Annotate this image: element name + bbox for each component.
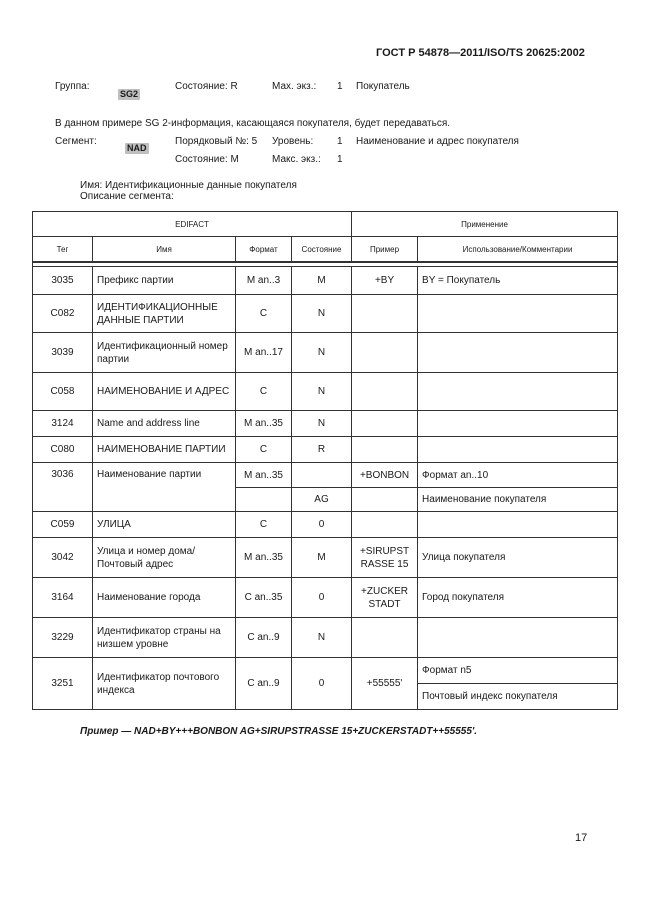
cell-tag: 3164 [33,578,93,618]
column-header: Имя [93,237,236,263]
cell-comment: Формат n5 [418,658,618,684]
segment-order: Порядковый №: 5 [175,136,258,147]
table-row [33,538,618,578]
cell-name: Наименование партии [93,463,236,512]
cell-format: C an..35 [236,578,292,618]
cell-example [352,512,418,538]
cell-example [352,333,418,373]
cell-example [352,618,418,658]
cell-name: Префикс партии [93,267,236,295]
table-row [33,437,618,463]
cell-format: C [236,437,292,463]
cell-comment [418,512,618,538]
cell-format: C [236,295,292,333]
cell-example: +BONBON [352,463,418,488]
cell-tag: C059 [33,512,93,538]
cell-format: M an..17 [236,333,292,373]
group-badge: SG2 [120,89,139,99]
cell-example [352,373,418,411]
example-line: Пример — NAD+BY+++BONBON AG+SIRUPSTRASSE 15+ZUCKERSTADT++55555'. [80,726,478,737]
cell-state: 0 [292,512,352,538]
table-row [33,512,618,538]
cell-tag: C082 [33,295,93,333]
cell-name: УЛИЦА [93,512,236,538]
cell-tag: C080 [33,437,93,463]
cell-name: Идентификатор страны на низшем уровне [93,618,236,658]
cell-comment: Почтовый индекс покупателя [418,684,618,710]
cell-example [352,437,418,463]
table-row [33,411,618,437]
segment-max-value: 1 [337,154,343,165]
cell-state: N [292,411,352,437]
cell-format [236,488,292,512]
segment-max-label: Макс. экз.: [272,154,321,165]
group-state: Состояние: R [175,81,238,92]
cell-format: C [236,512,292,538]
column-header: Состояние [292,237,352,263]
cell-state: N [292,373,352,411]
cell-tag: C058 [33,373,93,411]
segment-description-line: Описание сегмента: [80,191,174,202]
cell-tag: 3042 [33,538,93,578]
cell-comment: Город покупателя [418,578,618,618]
cell-format: M an..35 [236,538,292,578]
cell-state: M [292,267,352,295]
cell-format: M an..35 [236,411,292,437]
cell-format: C [236,373,292,411]
cell-comment [418,618,618,658]
header-application: Применение [352,212,618,237]
cell-comment [418,373,618,411]
cell-example: +SIRUPST RASSE 15 [352,538,418,578]
cell-format: M an..3 [236,267,292,295]
segment-name: Наименование и адрес покупателя [356,136,519,147]
cell-state: 0 [292,658,352,710]
table-row [33,267,618,295]
cell-tag: 3039 [33,333,93,373]
cell-name: НАИМЕНОВАНИЕ ПАРТИИ [93,437,236,463]
cell-state: N [292,333,352,373]
cell-state: N [292,618,352,658]
cell-format: M an..35 [236,463,292,488]
segment-level-value: 1 [337,136,343,147]
column-header: Пример [352,237,418,263]
table-row [33,658,618,684]
table-row [33,618,618,658]
table-row [33,373,618,411]
table-row [33,578,618,618]
column-header: Формат [236,237,292,263]
group-name: Покупатель [356,81,410,92]
column-header: Использование/Комментарии [418,237,618,263]
cell-comment: Улица покупателя [418,538,618,578]
cell-format: C an..9 [236,658,292,710]
intro-text: В данном примере SG 2-информация, касающаяся покупателя, будет передаваться. [55,118,451,129]
segment-level-label: Уровень: [272,136,314,147]
cell-state: R [292,437,352,463]
cell-name: Улица и номер дома/ Почтовый адрес [93,538,236,578]
page-number: 17 [575,832,588,844]
table-row [33,333,618,373]
cell-state: M [292,538,352,578]
group-max-value: 1 [337,81,343,92]
cell-example [352,488,418,512]
cell-state: AG [292,488,352,512]
cell-tag: 3035 [33,267,93,295]
cell-tag: 3124 [33,411,93,437]
cell-example: +BY [352,267,418,295]
header-edifact: EDIFACT [33,212,352,237]
cell-state [292,463,352,488]
group-label: Группа: [55,81,90,92]
cell-tag: 3036 [33,463,93,512]
cell-comment [418,295,618,333]
cell-name: Идентификационный номер партии [93,333,236,373]
cell-comment: Наименование покупателя [418,488,618,512]
cell-state: 0 [292,578,352,618]
cell-tag: 3251 [33,658,93,710]
table-row [33,463,618,488]
cell-name: Наименование города [93,578,236,618]
cell-example [352,295,418,333]
cell-comment: BY = Покупатель [418,267,618,295]
cell-state: N [292,295,352,333]
segment-table [32,211,618,710]
cell-example: +ZUCKER STADT [352,578,418,618]
segment-label: Сегмент: [55,136,97,147]
cell-name: Name and address line [93,411,236,437]
cell-format: C an..9 [236,618,292,658]
cell-name: НАИМЕНОВАНИЕ И АДРЕС [93,373,236,411]
cell-comment [418,437,618,463]
cell-comment: Формат an..10 [418,463,618,488]
cell-name: ИДЕНТИФИКАЦИОННЫЕ ДАННЫЕ ПАРТИИ [93,295,236,333]
cell-comment [418,411,618,437]
segment-state: Состояние: М [175,154,239,165]
cell-tag: 3229 [33,618,93,658]
cell-example [352,411,418,437]
cell-name: Идентификатор почтового индекса [93,658,236,710]
table-row [33,295,618,333]
column-header: Тег [33,237,93,263]
cell-example: +55555' [352,658,418,710]
document-id: ГОСТ Р 54878—2011/ISO/TS 20625:2002 [376,47,585,59]
cell-comment [418,333,618,373]
group-max-label: Мах. экз.: [272,81,317,92]
segment-name-line: Имя: Идентификационные данные покупателя [80,180,297,191]
segment-badge: NAD [127,143,147,153]
